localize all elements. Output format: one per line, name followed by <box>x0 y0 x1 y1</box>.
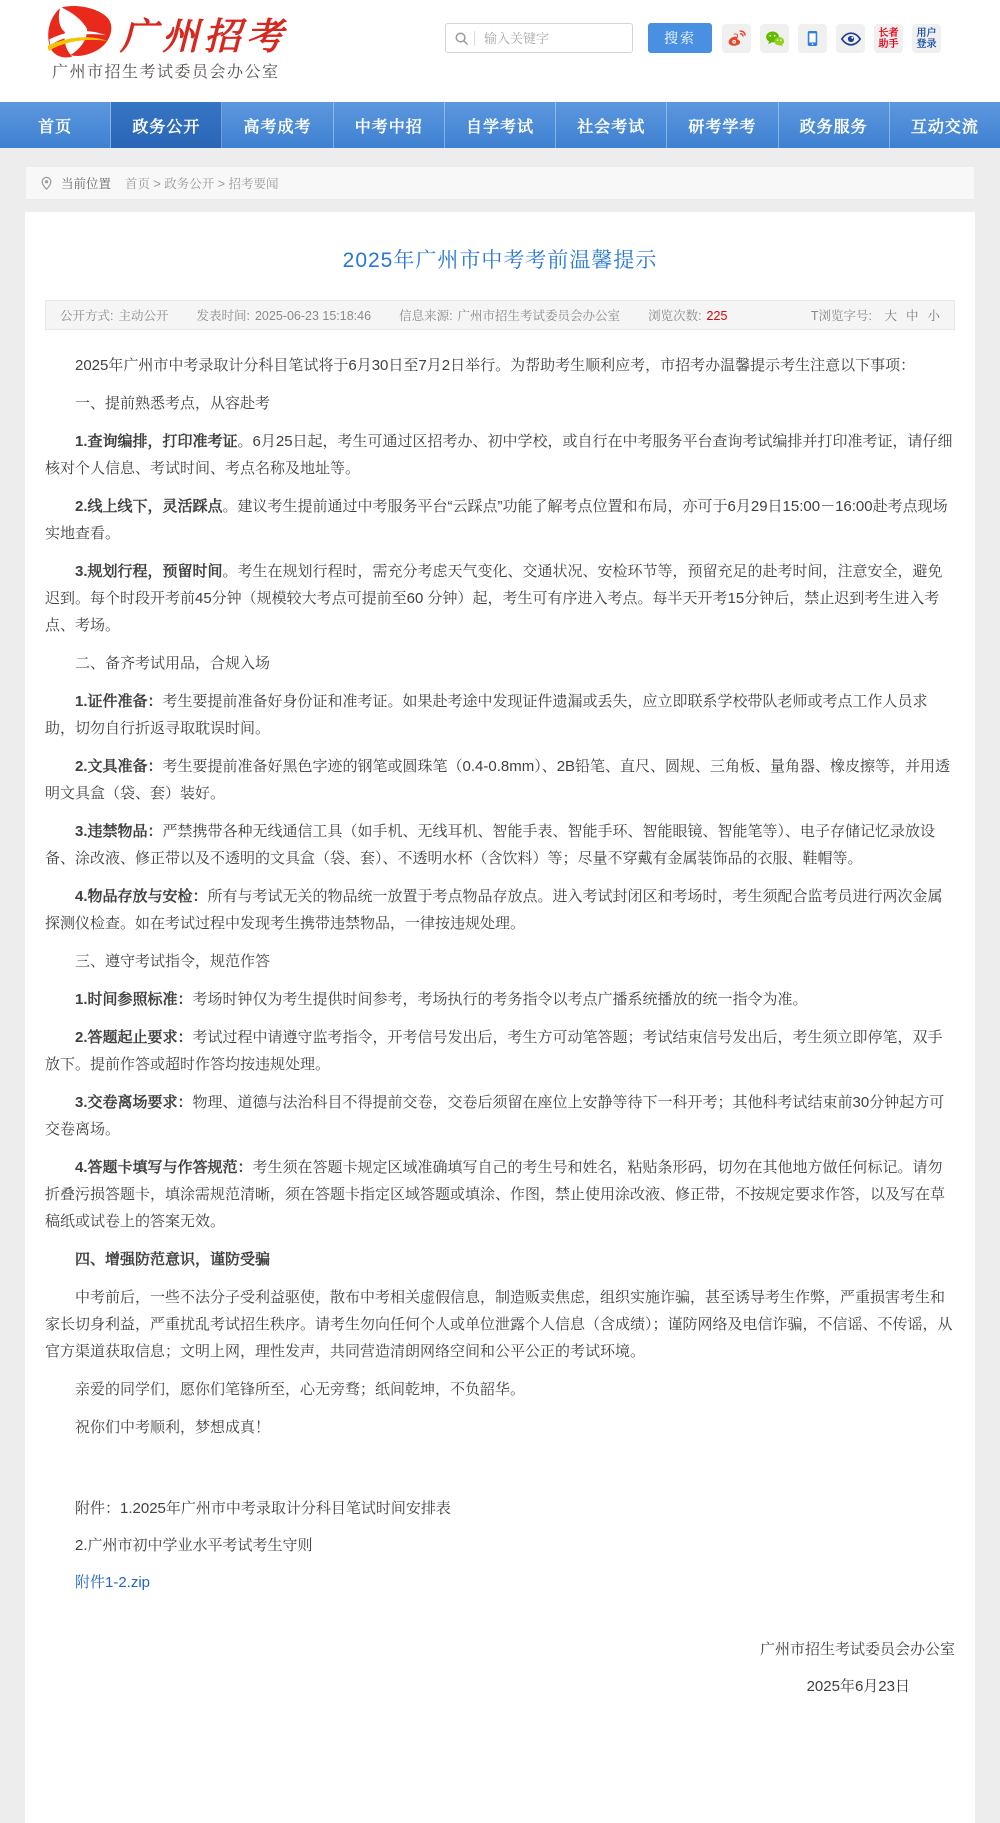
site-logo-title: 广州招考 <box>120 14 288 58</box>
wechat-icon[interactable] <box>760 24 789 53</box>
site-logo-icon <box>36 5 120 59</box>
mobile-icon[interactable] <box>798 24 827 53</box>
meta-item <box>648 306 727 324</box>
article-meta-items <box>60 306 755 324</box>
site-logo-subtitle: 广州市招生考试委员会办公室 <box>52 64 280 81</box>
article-paragraph: 一、提前熟悉考点，从容赴考 <box>75 395 271 412</box>
search-icon <box>454 31 469 46</box>
site-header <box>0 0 1000 102</box>
article-paragraph: 2025年广州市中考录取计分科目笔试将于6月30日至7月2日举行。为帮助考生顺利应考，市招考办温馨提示考生注意以下事项： <box>75 357 916 374</box>
article-card <box>25 212 975 1823</box>
nav-item[interactable]: 政务服务 <box>779 102 890 148</box>
nav-item[interactable]: 政务公开 <box>111 102 222 148</box>
article-paragraph: 3.交卷离场要求：物理、道德与法治科目不得提前交卷，交卷后须留在座位上安静等待下一科开考；其他科考试结束前30分钟起方可交卷离场。 <box>45 1094 945 1138</box>
article-paragraph: 4.答题卡填写与作答规范：考生须在答题卡规定区域准确填写自己的考生号和姓名，粘贴条形码，切勿在其他地方做任何标记。请勿折叠污损答题卡，填涂需规范清晰，须在答题卡指定区域答题或填涂、作图，禁止使用涂改液、修正带，不按规定要求作答，以及写在草稿纸或试卷上的答案无效。 <box>45 1159 946 1230</box>
meta-item-label: 信息来源: <box>399 309 453 323</box>
article-paragraph: 1.时间参照标准：考场时钟仅为考生提供时间参考，考场执行的考务指令以考点广播系统播放的统一指令为准。 <box>75 991 808 1008</box>
article-paragraph: 中考前后，一些不法分子受利益驱使，散布中考相关虚假信息，制造贩卖焦虑，组织实施诈骗，甚至诱导考生作弊，严重损害考生和家长切身利益，严重扰乱考试招生秩序。请考生勿向任何个人或单位泄露个人信息（含成绩）；谨防网络及电信诈骗，不信谣、不传谣，从官方渠道获取信息；文明上网，理性发声，共同营造清朗网络空间和公平公正的考试环境。 <box>45 1289 953 1360</box>
meta-item <box>197 306 372 324</box>
meta-item <box>399 306 620 324</box>
nav-item[interactable]: 研考学考 <box>667 102 778 148</box>
accessibility-eye-icon[interactable] <box>836 24 865 53</box>
search-divider <box>474 31 475 46</box>
nav-item[interactable]: 高考成考 <box>222 102 333 148</box>
nav-item[interactable]: 社会考试 <box>556 102 667 148</box>
meta-item-label: 发表时间: <box>196 309 250 323</box>
user-login-button[interactable] <box>912 24 941 53</box>
article-meta-bar <box>45 300 955 330</box>
article-body <box>45 352 955 1441</box>
article-paragraph: 四、增强防范意识，谨防受骗 <box>75 1251 271 1268</box>
font-size-label: T浏览字号: <box>810 309 872 323</box>
attachments-block <box>45 1495 955 1596</box>
attachment-line: 附件：1.2025年广州市中考录取计分科目笔试时间安排表 <box>75 1500 451 1517</box>
meta-item-value: 2025-06-23 15:18:46 <box>254 309 372 323</box>
article-paragraph: 2.线上线下，灵活踩点。建议考生提前通过中考服务平台“云踩点”功能了解考点位置和布局，亦可于6月29日15:00－16:00赴考点现场实地查看。 <box>45 498 948 542</box>
breadcrumb <box>25 166 975 200</box>
article-title: 2025年广州市中考考前温馨提示 <box>342 249 658 272</box>
meta-item-value: 广州市招生考试委员会办公室 <box>457 309 621 323</box>
location-pin-icon <box>40 176 53 191</box>
meta-item-label: 浏览次数: <box>648 309 702 323</box>
meta-item-value: 225 <box>706 309 728 323</box>
meta-item-value: 主动公开 <box>118 309 169 323</box>
user-login-button-line1: 用户 <box>916 27 937 39</box>
meta-item-label: 公开方式: <box>60 309 114 323</box>
attachment-line: 2.广州市初中学业水平考试考生守则 <box>75 1537 313 1554</box>
font-size-options <box>875 309 940 323</box>
attachment-link-line <box>45 1569 955 1596</box>
font-size-option[interactable]: 小 <box>927 309 940 323</box>
breadcrumb-label: 当前位置 <box>61 177 112 191</box>
elder-assistant-button[interactable] <box>874 24 903 53</box>
nav-item[interactable]: 互动交流 <box>910 118 979 136</box>
search-button[interactable]: 搜索 <box>648 23 712 53</box>
signature-block <box>45 1638 955 1696</box>
search-input[interactable] <box>482 30 624 47</box>
font-size-option[interactable]: 大 <box>884 309 897 323</box>
article-paragraph: 1.查询编排，打印准考证。6月25日起，考生可通过区招考办、初中学校，或自行在中考服务平台查询考试编排并打印准考证，请仔细核对个人信息、考试时间、考点名称及地址等。 <box>45 433 953 477</box>
user-login-button-line2: 登录 <box>916 38 937 50</box>
signature-date: 2025年6月23日 <box>806 1678 910 1695</box>
nav-item[interactable]: 自学考试 <box>445 102 556 148</box>
font-size-option[interactable]: 中 <box>905 309 919 323</box>
article-paragraph: 2.答题起止要求：考试过程中请遵守监考指令，开考信号发出后，考生方可动笔答题；考试结束信号发出后，考生须立即停笔，双手放下。提前作答或超时作答均按违规处理。 <box>45 1029 943 1073</box>
meta-item <box>60 306 169 324</box>
elder-assistant-button-line1: 长者 <box>878 27 899 39</box>
article-paragraph: 二、备齐考试用品，合规入场 <box>75 655 271 672</box>
nav-item[interactable]: 首页 <box>0 102 111 148</box>
quick-icons-bar <box>722 24 941 53</box>
article-paragraph: 3.规划行程，预留时间。考生在规划行程时，需充分考虑天气变化、交通状况、安检环节等，预留充足的赴考时间，注意安全，避免迟到。每个时段开考前45分钟（规模较大考点可提前至60 分钟）起，考生可有序进入考点。每半天开考15分钟后，禁止迟到考生进入考点、考场。 <box>45 563 943 634</box>
search-box <box>445 23 633 53</box>
nav-item[interactable]: 中考中招 <box>334 102 445 148</box>
main-navigation <box>0 102 1000 148</box>
signature-office: 广州市招生考试委员会办公室 <box>759 1641 955 1658</box>
article-paragraph: 亲爱的同学们，愿你们笔锋所至，心无旁骛；纸间乾坤，不负韶华。 <box>75 1381 526 1398</box>
weibo-icon[interactable] <box>722 24 751 53</box>
article-paragraph: 1.证件准备：考生要提前准备好身份证和准考证。如果赴考途中发现证件遗漏或丢失，应立即联系学校带队老师或考点工作人员求助，切勿自行折返寻取耽误时间。 <box>45 693 928 737</box>
breadcrumb-path[interactable]: 首页 > 政务公开 > 招考要闻 <box>125 177 279 191</box>
article-paragraph: 2.文具准备：考生要提前准备好黑色字迹的钢笔或圆珠笔（0.4-0.8mm）、2B铅笔、直尺、圆规、三角板、量角器、橡皮擦等，并用透明文具盒（袋、套）装好。 <box>45 758 951 802</box>
attachment-link[interactable]: 附件1-2.zip <box>75 1574 151 1591</box>
elder-assistant-button-line2: 助手 <box>878 38 899 50</box>
article-paragraph: 祝你们中考顺利，梦想成真！ <box>75 1419 271 1436</box>
article-paragraph: 4.物品存放与安检：所有与考试无关的物品统一放置于考点物品存放点。进入考试封闭区和考场时，考生须配合监考员进行两次金属探测仪检查。如在考试过程中发现考生携带违禁物品，一律按违规处理。 <box>45 888 943 932</box>
font-size-control <box>811 306 940 324</box>
article-paragraph: 三、遵守考试指令，规范作答 <box>75 953 271 970</box>
article-paragraph: 3.违禁物品：严禁携带各种无线通信工具（如手机、无线耳机、智能手表、智能手环、智能眼镜、智能笔等）、电子存储记忆录放设备、涂改液、修正带以及不透明的文具盒（袋、套）、不透明水杯（含饮料）等；尽量不穿戴有金属装饰品的衣服、鞋帽等。 <box>45 823 936 867</box>
